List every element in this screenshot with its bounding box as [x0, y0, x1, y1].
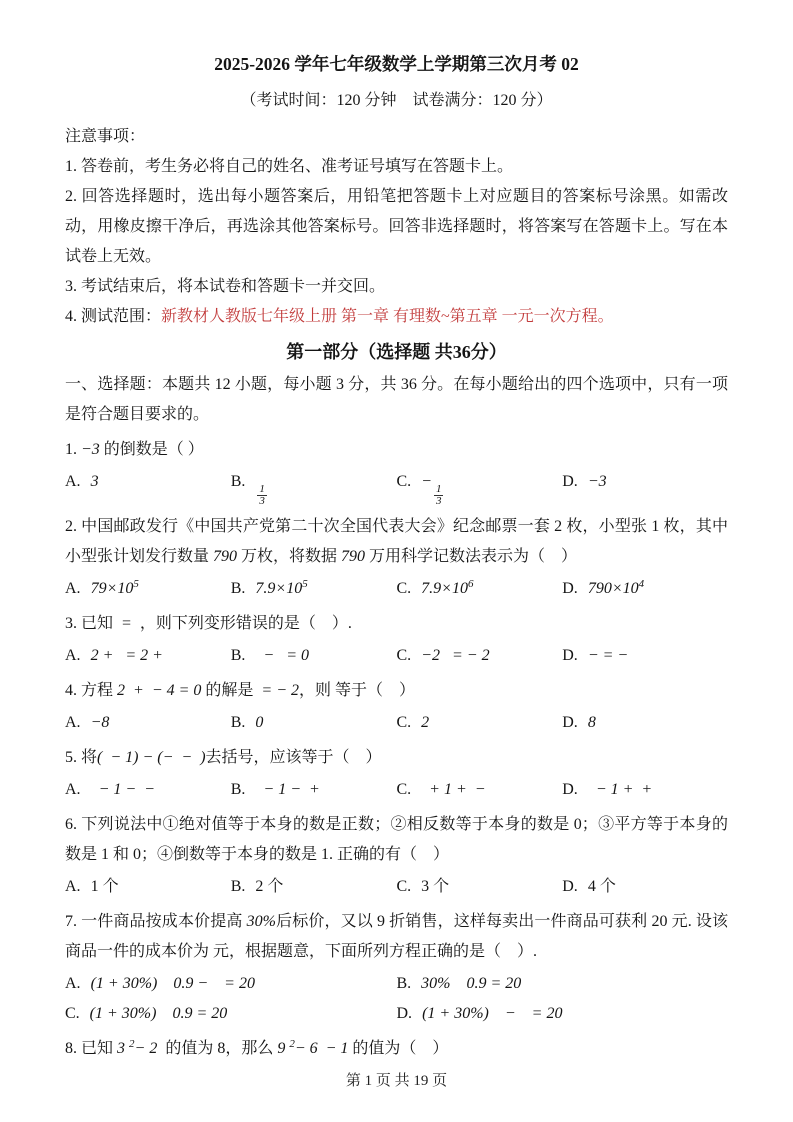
exam-scope-highlight: 新教材人教版七年级上册 第一章 有理数~第五章 一元一次方程。: [161, 308, 614, 325]
text-segment: 的解是: [201, 682, 262, 699]
math-segment: 7.9×10: [255, 580, 303, 597]
option-label: A.: [65, 473, 81, 490]
option-label: D.: [562, 714, 578, 731]
text-segment: 1 个: [90, 878, 119, 895]
notices-heading: 注意事项：: [65, 128, 146, 145]
text-segment: 2 个: [255, 878, 284, 895]
question-8: [65, 1034, 728, 1064]
option-label: B.: [230, 714, 246, 731]
text-segment: ，则 等于（ ）: [299, 682, 416, 699]
option-label: D.: [562, 473, 578, 490]
text-segment: ，则下列变形错误的是（ ）.: [131, 615, 352, 632]
question-2-option-d: [562, 574, 728, 604]
math-segment: 79×10: [90, 580, 134, 597]
option-content: [588, 781, 652, 798]
math-segment: −2 = − 2: [421, 647, 490, 664]
question-1-stem: [65, 435, 728, 465]
text-segment: 5. 将: [65, 749, 98, 766]
option-label: A.: [65, 878, 81, 895]
option-content: [91, 580, 139, 597]
question-3-option-a: [65, 641, 231, 671]
math-segment: 8: [587, 714, 596, 731]
option-label: B.: [230, 580, 246, 597]
option-label: A.: [65, 975, 81, 992]
question-5-option-c: [397, 775, 563, 805]
question-1-option-b: [231, 467, 397, 507]
question-1-options: [65, 467, 728, 507]
math-segment: 9: [277, 1040, 290, 1057]
question-6-option-c: [397, 872, 563, 902]
math-segment: + 1 + −: [421, 781, 486, 798]
question-7-stem: [65, 907, 728, 967]
notice-item-2: 2. 回答选择题时，选出每小题答案后，用铅笔把答题卡上对应题目的答案标号涂黑。如需改动，用橡皮擦干净后，再选涂其他答案标号。回答非选择题时，将答案写在答题卡上。写在本试卷上无效。: [65, 188, 728, 265]
question-2-option-c: [397, 574, 563, 604]
option-label: A.: [65, 580, 81, 597]
option-label: A.: [65, 647, 81, 664]
option-content: [91, 975, 255, 992]
option-content: [91, 714, 110, 731]
option-content: [421, 975, 521, 992]
math-segment: (1 + 30%) − = 20: [422, 1005, 563, 1022]
fraction: $\frac{1}{3}$: [435, 483, 442, 507]
option-content: [255, 473, 269, 507]
text-segment: 后标价，又以 9 折销售，这样每卖出一件商品可获利 20 元. 设该商品一件的成本价为 元，根据题意，下面所列方程正确的是（ ）.: [65, 913, 728, 960]
option-label: A.: [65, 714, 81, 731]
option-content: [255, 781, 319, 798]
question-3-options: [65, 641, 728, 671]
question-6-option-d: [562, 872, 728, 902]
question-3-option-c: [397, 641, 563, 671]
question-2-option-a: [65, 574, 231, 604]
exam-subtitle: （考试时间：120 分钟 试卷满分：120 分）: [240, 92, 553, 109]
question-3-stem: [65, 609, 728, 639]
notice-item-1: 1. 答卷前，考生务必将自己的姓名、准考证号填写在答题卡上。: [65, 158, 514, 175]
math-segment: 2 + − 4 = 0: [117, 682, 202, 699]
question-4-option-c: [397, 708, 563, 738]
fraction: $\frac{1}{3}$: [259, 483, 265, 507]
question-6-option-a: [65, 872, 231, 902]
text-segment: 1.: [65, 441, 81, 458]
option-content: [255, 647, 309, 664]
option-label: B.: [230, 878, 246, 895]
question-4: [65, 676, 728, 738]
option-content: [421, 714, 429, 731]
question-5: [65, 743, 728, 805]
option-content: [588, 714, 596, 731]
math-segment: 2: [421, 714, 430, 731]
page-title: 2025-2026 学年七年级数学上学期第三次月考 02: [214, 54, 579, 74]
option-content: [422, 1005, 562, 1022]
option-label: C.: [396, 714, 412, 731]
section1-intro: 一、选择题：本题共 12 小题，每小题 3 分，共 36 分。在每小题给出的四个选项中，只有一项是符合题目要求的。: [65, 376, 728, 423]
text-segment: 4 个: [587, 878, 616, 895]
question-6-stem: [65, 810, 728, 870]
question-7-option-b: [397, 969, 729, 999]
question-4-options: [65, 708, 728, 738]
math-segment: 3: [117, 1040, 130, 1057]
option-content: [421, 647, 489, 664]
question-1-option-c: [397, 467, 563, 507]
notices-section: [65, 122, 728, 332]
question-5-options: [65, 775, 728, 805]
question-4-option-d: [562, 708, 728, 738]
superscript: 5: [133, 578, 139, 590]
notice-item-4: [65, 302, 728, 332]
option-label: C.: [396, 580, 412, 597]
question-1: [65, 435, 728, 507]
math-segment: 790×10: [587, 580, 639, 597]
option-content: [588, 580, 644, 597]
question-1-option-a: [65, 467, 231, 507]
option-content: [421, 781, 485, 798]
notice-item-3: 3. 考试结束后，将本试卷和答题卡一并交回。: [65, 278, 386, 295]
option-content: [421, 473, 445, 507]
option-label: B.: [230, 473, 246, 490]
math-segment: 790: [213, 548, 238, 565]
question-7-option-c: [65, 999, 397, 1029]
superscript: 6: [467, 578, 474, 590]
question-7-option-a: [65, 969, 397, 999]
option-content: [91, 473, 99, 490]
option-label: D.: [562, 647, 578, 664]
option-label: C.: [396, 473, 412, 490]
question-7-options: [65, 969, 728, 1029]
option-content: [91, 781, 155, 798]
option-content: [91, 878, 119, 895]
question-2-option-b: [231, 574, 397, 604]
math-segment: − = −: [587, 647, 629, 664]
text-segment: 3. 已知: [65, 615, 122, 632]
math-segment: (1 + 30%) 0.9 = 20: [89, 1005, 228, 1022]
text-segment: 万用科学记数法表示为（ ）: [365, 548, 578, 565]
math-segment: 2 + = 2 +: [90, 647, 163, 664]
notice-item-4-prefix: 4. 测试范围：: [65, 308, 162, 325]
text-segment: 4. 方程: [65, 682, 118, 699]
option-label: C.: [396, 781, 412, 798]
option-content: [90, 1005, 228, 1022]
option-label: C.: [396, 647, 412, 664]
page-footer: 第 1 页 共 19 页: [345, 1073, 448, 1089]
superscript: 2: [289, 1038, 295, 1050]
math-segment: − = 0: [255, 647, 310, 664]
option-label: B.: [230, 781, 246, 798]
question-5-stem: [65, 743, 728, 773]
math-segment: −: [421, 473, 432, 490]
math-segment: 30%: [246, 913, 276, 930]
superscript: 4: [638, 578, 645, 590]
option-content: [421, 878, 449, 895]
question-7-option-d: [397, 999, 729, 1029]
text-segment: 3 个: [421, 878, 450, 895]
text-segment: 去括号，应该等于（ ）: [205, 749, 382, 766]
math-segment: 30% 0.9 = 20: [421, 975, 522, 992]
question-4-option-a: [65, 708, 231, 738]
option-content: [588, 647, 628, 664]
question-8-stem: [65, 1034, 728, 1064]
question-6-option-b: [231, 872, 397, 902]
math-segment: (1 + 30%) 0.9 − = 20: [90, 975, 255, 992]
option-label: D.: [562, 878, 578, 895]
text-segment: 的倒数是（ ）: [99, 441, 204, 458]
math-segment: ( − 1) − (− − ): [97, 749, 206, 766]
option-label: A.: [65, 781, 81, 798]
option-content: [421, 580, 473, 597]
question-7: [65, 907, 728, 1029]
option-label: B.: [230, 647, 246, 664]
question-4-option-b: [231, 708, 397, 738]
math-segment: =: [121, 615, 132, 632]
text-segment: 的值为 8，那么: [165, 1040, 278, 1057]
option-label: C.: [396, 878, 412, 895]
option-content: [255, 580, 307, 597]
math-segment: − 6 − 1: [294, 1040, 353, 1057]
math-segment: − 1 + +: [587, 781, 653, 798]
option-label: C.: [65, 1005, 80, 1022]
option-content: [255, 714, 263, 731]
text-segment: 6. 下列说法中①绝对值等于本身的数是正数；②相反数等于本身的数是 0；③平方等于本身的数是 1 和 0；④倒数等于本身的数是 1. 正确的有（ ）: [65, 816, 728, 863]
question-5-option-d: [562, 775, 728, 805]
math-segment: 0: [255, 714, 264, 731]
question-2-stem: [65, 512, 728, 572]
option-label: D.: [562, 781, 578, 798]
option-content: [588, 473, 607, 490]
math-segment: 790: [341, 548, 366, 565]
option-content: [588, 878, 616, 895]
math-segment: = − 2: [261, 682, 300, 699]
text-segment: 7. 一件商品按成本价提高: [65, 913, 247, 930]
option-label: B.: [396, 975, 412, 992]
math-segment: − 1 − +: [255, 781, 320, 798]
math-segment: −8: [90, 714, 110, 731]
question-4-stem: [65, 676, 728, 706]
superscript: 5: [302, 578, 308, 590]
text-segment: 8. 已知: [65, 1040, 118, 1057]
math-segment: − 1 − −: [90, 781, 155, 798]
math-segment: 3: [90, 473, 99, 490]
question-1-option-d: [562, 467, 728, 507]
question-3-option-d: [562, 641, 728, 671]
question-2: [65, 512, 728, 604]
question-5-option-b: [231, 775, 397, 805]
question-5-option-a: [65, 775, 231, 805]
option-content: [255, 878, 283, 895]
option-label: D.: [396, 1005, 413, 1022]
question-6: [65, 810, 728, 902]
math-segment: −3: [587, 473, 607, 490]
superscript: 2: [129, 1038, 135, 1050]
option-label: D.: [562, 580, 578, 597]
math-segment: − 2: [134, 1040, 166, 1057]
text-segment: 2. 中国邮政发行《中国共产党第二十次全国代表大会》纪念邮票一套 2 枚，小型张 1 枚，其中小型张计划发行数量: [65, 518, 728, 565]
question-6-options: [65, 872, 728, 902]
question-3: [65, 609, 728, 671]
option-content: [91, 647, 163, 664]
math-segment: −3: [81, 441, 100, 458]
question-3-option-b: [231, 641, 397, 671]
text-segment: 的值为（ ）: [352, 1040, 449, 1057]
part1-heading: 第一部分（选择题 共36分）: [286, 342, 507, 362]
text-segment: 万枚，将数据: [237, 548, 342, 565]
math-segment: 7.9×10: [421, 580, 468, 597]
question-2-options: [65, 574, 728, 604]
